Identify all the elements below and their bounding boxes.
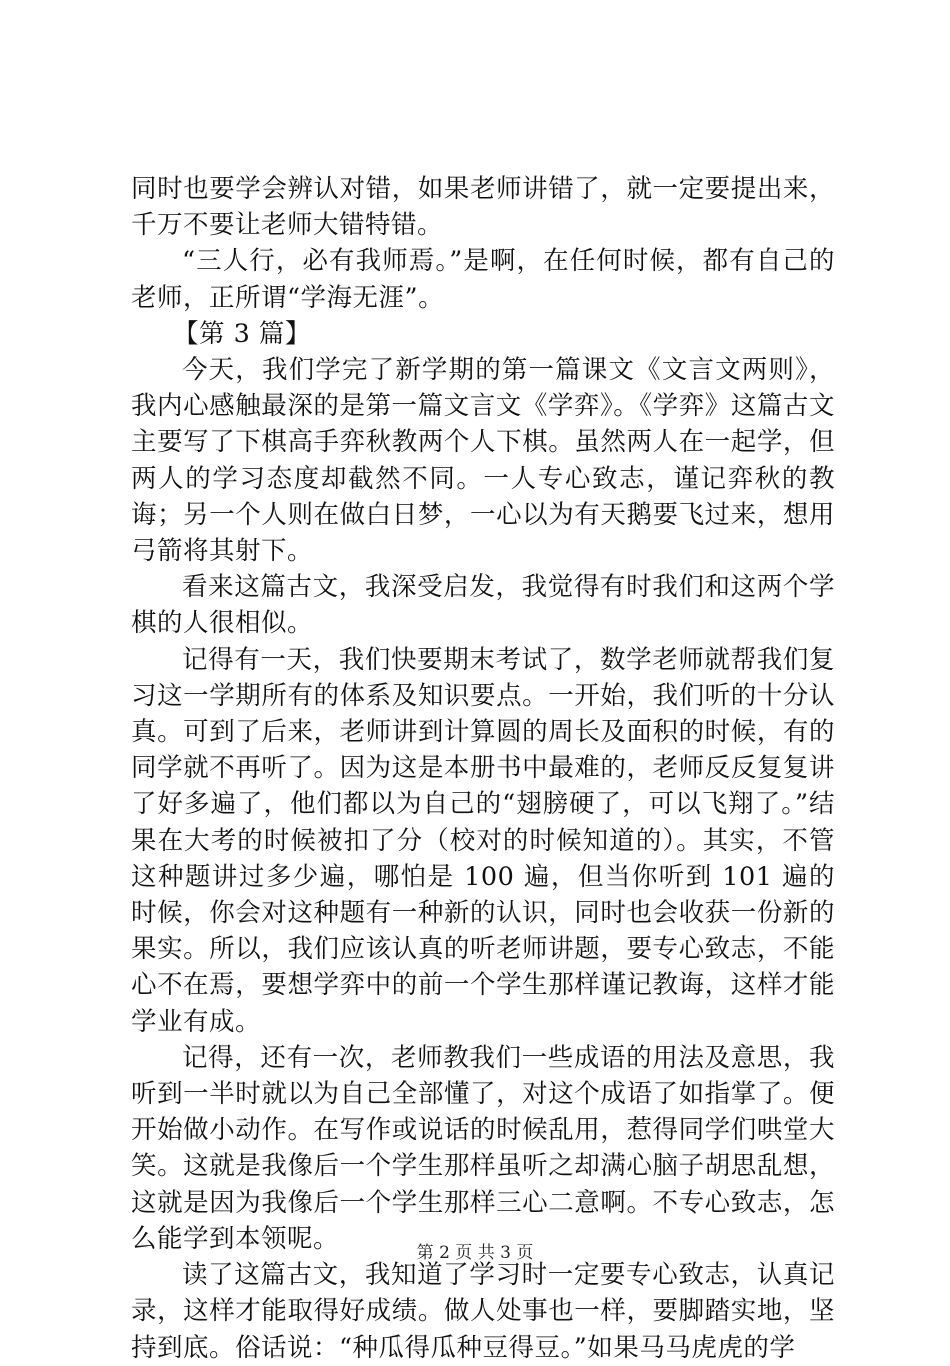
paragraph: “三人行，必有我师焉。”是啊，在任何时候，都有自己的老师，正所谓“学海无涯”。 (131, 246, 835, 313)
section-heading: 【第 3 篇】 (173, 318, 311, 349)
paragraph: 读了这篇古文，我知道了学习时一定要专心致志，认真记录，这样才能取得好成绩。做人处事也一样，要脚踏实地，坚持到底。俗话说：“种瓜得瓜种豆得豆。”如果马马虎虎的学 (131, 1260, 835, 1363)
page-footer: 第 2 页 共 3 页 (416, 1243, 534, 1263)
paragraph: 今天，我们学完了新学期的第一篇课文《文言文两则》，我内心感触最深的是第一篇文言文《学弈》。《学弈》这篇古文主要写了下棋高手弈秋教两个人下棋。虽然两人在一起学，但两人的学习态度却截然不同。一人专心致志，谨记弈秋的教诲；另一个人则在做白日梦，一心以为有天鹅要飞过来，想用弓箭将其射下。 (131, 355, 835, 567)
paragraph: 记得有一天，我们快要期末考试了，数学老师就帮我们复习这一学期所有的体系及知识要点。一开始，我们听的十分认真。可到了后来，老师讲到计算圆的周长及面积的时候，有的同学就不再听了。因为这是本册书中最难的，老师反反复复讲了好多遍了，他们都以为自己的“翅膀硬了，可以飞翔了。”结果在大考的时候被扣了分（校对的时候知道的）。其实，不管这种题讲过多少遍，哪怕是 100 遍，但当你听到 101 遍的时候，你会对这种题有一种新的认识，同时也会收获一份新的果实。所以，我们应该认真的听老师讲题，要专心致志，不能心不在焉，要想学弈中的前一个学生那样谨记教诲，这样才能学业有成。 (131, 644, 835, 1037)
paragraph: 记得，还有一次，老师教我们一些成语的用法及意思，我听到一半时就以为自己全部懂了，对这个成语了如指掌了。便开始做小动作。在写作或说话的时候乱用，惹得同学们哄堂大笑。这就是我像后一个学生那样虽听之却满心脑子胡思乱想，这就是因为我像后一个学生那样三心二意啊。不专心致志，怎么能学到本领呢。 (131, 1042, 835, 1254)
paragraph: 同时也要学会辨认对错，如果老师讲错了，就一定要提出来，千万不要让老师大错特错。 (131, 174, 835, 241)
document-body (131, 171, 835, 1366)
paragraph: 看来这篇古文，我深受启发，我觉得有时我们和这两个学棋的人很相似。 (131, 572, 835, 639)
